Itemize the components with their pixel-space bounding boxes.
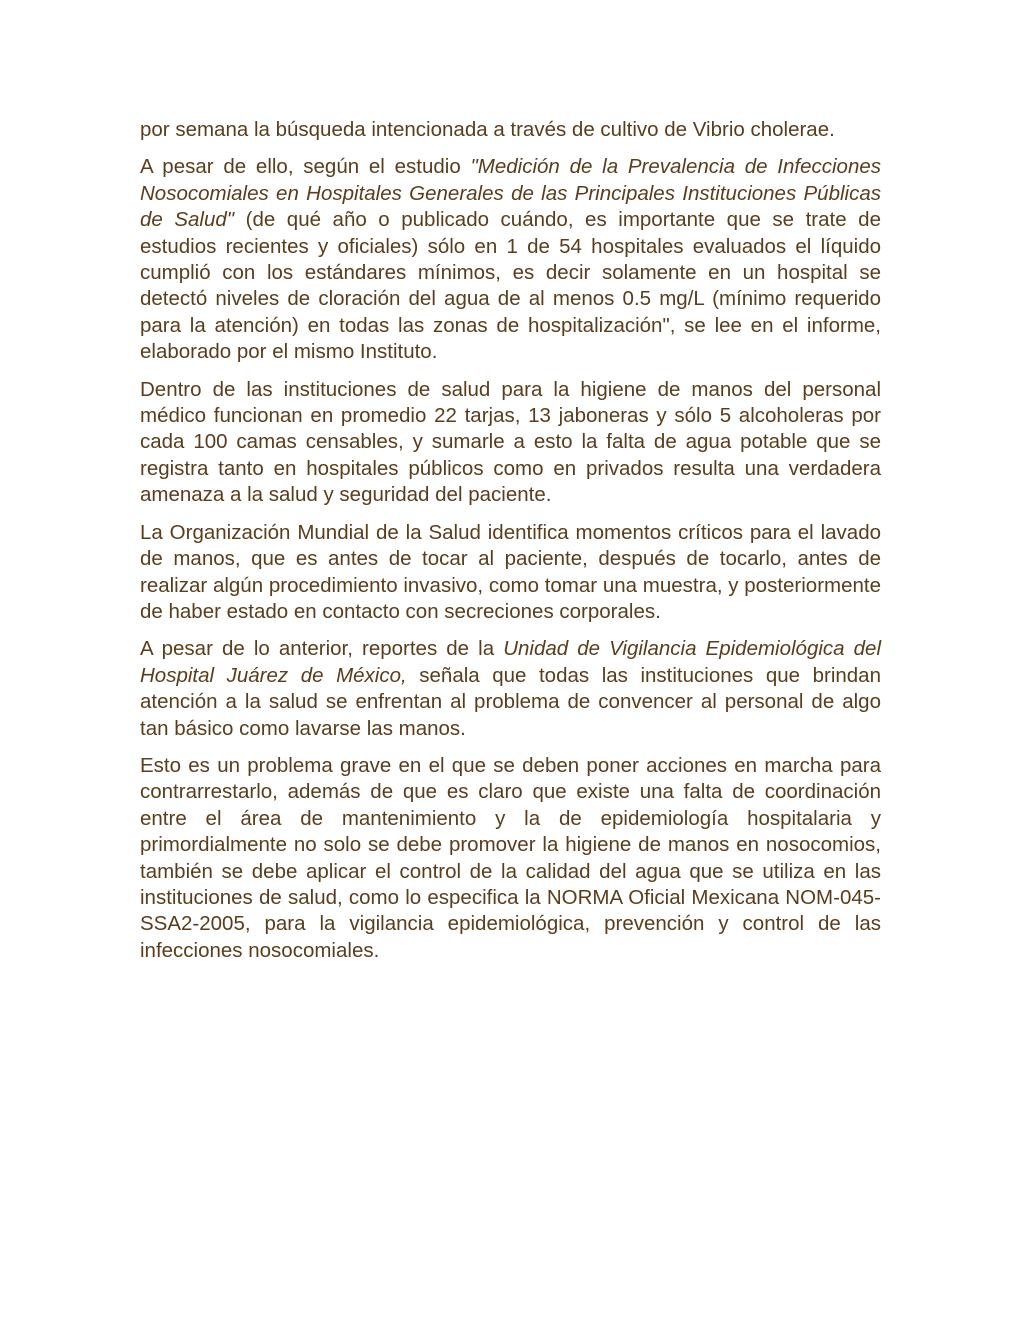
paragraph-3 [140,377,881,509]
unit-name: Unidad de Vigilancia Epidemiológica del Hospital Juárez de México, [140,637,881,687]
paragraph-2-text-lead: A pesar de ello, según el estudio [140,155,471,179]
study-title: "Medición de la Prevalencia de Infecciones Nosocomiales en Hospitales Generales de las Principales Instituciones Públicas de Salud" [140,155,882,232]
paragraph-5-text-body: señala que todas las instituciones que brindan atención a la salud se enfrentan al problema de convencer al personal de algo tan básico como lavarse las manos. [140,663,881,740]
paragraph-3-text: Dentro de las instituciones de salud para la higiene de manos del personal médico funcionan en promedio 22 tarjas, 13 jaboneras y sólo 5 alcoholeras por cada 100 camas censables, y sumarle a esto la falta de agua potable que se registra tanto en hospitales públicos como en privados resulta una verdadera amenaza a la salud y seguridad del paciente. [140,377,881,507]
paragraph-6-text: Esto es un problema grave en el que se deben poner acciones en marcha para contrarrestarlo, además de que es claro que existe una falta de coordinación entre el área de mantenimiento y la de epidemiología hospitalaria y primordialmente no solo se debe promover la higiene de manos en nosocomios, también se debe aplicar el control de la calidad del agua que se utiliza en las instituciones de salud, como lo especifica la NORMA Oficial Mexicana NOM-045-SSA2-2005, para la vigilancia epidemiológica, prevención y control de las infecciones nosocomiales. [140,753,881,962]
paragraph-6 [140,753,881,964]
paragraph-2-text-body: (de qué año o publicado cuándo, es importante que se trate de estudios recientes y oficiales) sólo en 1 de 54 hospitales evaluados el líquido cumplió con los estándares mínimos, es decir solamente en un hospital se detectó niveles de cloración del agua de al menos 0.5 mg/L (mínimo requerido para la atención) en todas las zonas de hospitalización", se lee en el informe, elaborado por el mismo Instituto. [140,208,881,364]
paragraph-2 [140,154,881,365]
document-page [140,117,881,975]
paragraph-5 [140,636,881,742]
paragraph-4-text: La Organización Mundial de la Salud identifica momentos críticos para el lavado de manos, que es antes de tocar al paciente, después de tocarlo, antes de realizar algún procedimiento invasivo, como tomar una muestra, y posteriormente de haber estado en contacto con secreciones corporales. [140,520,881,623]
paragraph-1 [140,117,881,143]
paragraph-5-text-lead: A pesar de lo anterior, reportes de la [140,637,504,661]
paragraph-1-text: por semana la búsqueda intencionada a través de cultivo de Vibrio cholerae. [140,118,835,141]
paragraph-4 [140,520,881,626]
